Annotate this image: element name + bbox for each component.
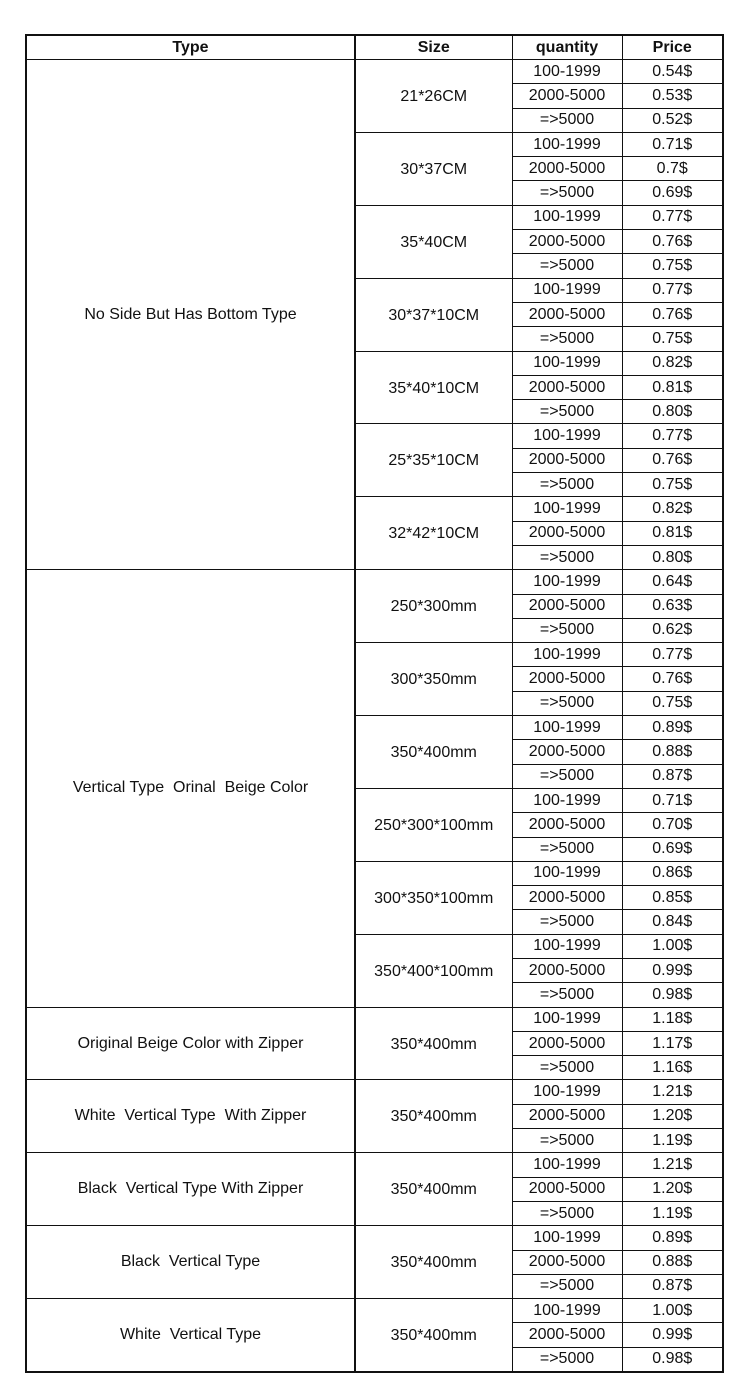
price-cell: 1.16$: [622, 1056, 723, 1080]
quantity-cell: =>5000: [512, 1129, 622, 1153]
table-row: [26, 1153, 723, 1177]
quantity-cell: 2000-5000: [512, 594, 622, 618]
quantity-cell: 100-1999: [512, 278, 622, 302]
price-cell: 1.20$: [622, 1104, 723, 1128]
price-cell: 0.62$: [622, 618, 723, 642]
quantity-cell: =>5000: [512, 1347, 622, 1372]
price-cell: 0.82$: [622, 351, 723, 375]
price-cell: 0.87$: [622, 764, 723, 788]
quantity-cell: 100-1999: [512, 1226, 622, 1250]
price-cell: 0.75$: [622, 327, 723, 351]
price-cell: 0.76$: [622, 230, 723, 254]
size-cell: 21*26CM: [355, 60, 512, 133]
table-row: [26, 1007, 723, 1031]
size-cell: 350*400mm: [355, 1153, 512, 1226]
quantity-cell: =>5000: [512, 473, 622, 497]
quantity-cell: 2000-5000: [512, 886, 622, 910]
type-cell: Vertical Type Orinal Beige Color: [26, 570, 355, 1007]
quantity-cell: 100-1999: [512, 351, 622, 375]
size-cell: 250*300*100mm: [355, 788, 512, 861]
price-cell: 0.76$: [622, 448, 723, 472]
price-cell: 0.98$: [622, 983, 723, 1007]
table-body: [26, 60, 723, 1373]
quantity-cell: 2000-5000: [512, 813, 622, 837]
quantity-cell: =>5000: [512, 691, 622, 715]
size-cell: 350*400mm: [355, 1226, 512, 1299]
price-cell: 0.76$: [622, 667, 723, 691]
table-row: [26, 1080, 723, 1104]
table-row: [26, 60, 723, 84]
quantity-cell: 2000-5000: [512, 667, 622, 691]
size-cell: 300*350*100mm: [355, 861, 512, 934]
quantity-cell: 100-1999: [512, 1007, 622, 1031]
price-cell: 0.69$: [622, 181, 723, 205]
price-cell: 0.71$: [622, 788, 723, 812]
type-cell: White Vertical Type: [26, 1299, 355, 1372]
quantity-cell: =>5000: [512, 764, 622, 788]
quantity-cell: 2000-5000: [512, 448, 622, 472]
quantity-cell: 2000-5000: [512, 375, 622, 399]
price-cell: 0.63$: [622, 594, 723, 618]
quantity-cell: 100-1999: [512, 132, 622, 156]
size-cell: 30*37*10CM: [355, 278, 512, 351]
quantity-cell: 2000-5000: [512, 157, 622, 181]
price-cell: 1.18$: [622, 1007, 723, 1031]
type-cell: Black Vertical Type With Zipper: [26, 1153, 355, 1226]
price-cell: 0.99$: [622, 1323, 723, 1347]
quantity-cell: 100-1999: [512, 570, 622, 594]
quantity-cell: 2000-5000: [512, 84, 622, 108]
quantity-cell: 100-1999: [512, 497, 622, 521]
price-cell: 0.81$: [622, 521, 723, 545]
quantity-cell: =>5000: [512, 618, 622, 642]
size-cell: 35*40CM: [355, 205, 512, 278]
price-cell: 1.00$: [622, 1299, 723, 1323]
size-cell: 250*300mm: [355, 570, 512, 643]
quantity-cell: 100-1999: [512, 1299, 622, 1323]
price-cell: 0.77$: [622, 278, 723, 302]
quantity-cell: 2000-5000: [512, 521, 622, 545]
header-row: [26, 35, 723, 60]
size-cell: 350*400*100mm: [355, 934, 512, 1007]
size-cell: 350*400mm: [355, 1299, 512, 1372]
quantity-cell: 100-1999: [512, 934, 622, 958]
quantity-cell: 2000-5000: [512, 740, 622, 764]
quantity-cell: 2000-5000: [512, 1031, 622, 1055]
quantity-cell: =>5000: [512, 181, 622, 205]
table-row: [26, 570, 723, 594]
quantity-cell: =>5000: [512, 254, 622, 278]
price-cell: 0.85$: [622, 886, 723, 910]
quantity-cell: 2000-5000: [512, 302, 622, 326]
type-cell: Black Vertical Type: [26, 1226, 355, 1299]
price-cell: 1.19$: [622, 1201, 723, 1225]
quantity-cell: 2000-5000: [512, 958, 622, 982]
price-cell: 0.53$: [622, 84, 723, 108]
price-cell: 0.76$: [622, 302, 723, 326]
size-cell: 350*400mm: [355, 1007, 512, 1080]
quantity-cell: =>5000: [512, 108, 622, 132]
price-cell: 0.64$: [622, 570, 723, 594]
price-cell: 0.71$: [622, 132, 723, 156]
price-cell: 0.81$: [622, 375, 723, 399]
price-cell: 0.82$: [622, 497, 723, 521]
price-cell: 0.89$: [622, 716, 723, 740]
header-price: Price: [622, 35, 723, 60]
quantity-cell: =>5000: [512, 1201, 622, 1225]
quantity-cell: 100-1999: [512, 60, 622, 84]
price-cell: 0.98$: [622, 1347, 723, 1372]
price-cell: 0.52$: [622, 108, 723, 132]
price-cell: 0.99$: [622, 958, 723, 982]
table-header: [26, 35, 723, 60]
quantity-cell: 100-1999: [512, 861, 622, 885]
price-cell: 0.75$: [622, 473, 723, 497]
quantity-cell: 100-1999: [512, 1080, 622, 1104]
size-cell: 350*400mm: [355, 1080, 512, 1153]
quantity-cell: =>5000: [512, 837, 622, 861]
price-cell: 0.86$: [622, 861, 723, 885]
price-cell: 1.21$: [622, 1080, 723, 1104]
price-cell: 0.77$: [622, 643, 723, 667]
price-cell: 0.77$: [622, 205, 723, 229]
size-cell: 350*400mm: [355, 716, 512, 789]
quantity-cell: 2000-5000: [512, 1323, 622, 1347]
price-cell: 0.80$: [622, 400, 723, 424]
quantity-cell: 2000-5000: [512, 230, 622, 254]
size-cell: 35*40*10CM: [355, 351, 512, 424]
header-type: Type: [26, 35, 355, 60]
price-cell: 0.88$: [622, 1250, 723, 1274]
price-cell: 0.54$: [622, 60, 723, 84]
quantity-cell: 2000-5000: [512, 1104, 622, 1128]
quantity-cell: 100-1999: [512, 643, 622, 667]
price-cell: 1.21$: [622, 1153, 723, 1177]
table-row: [26, 1299, 723, 1323]
type-cell: No Side But Has Bottom Type: [26, 60, 355, 570]
price-cell: 0.80$: [622, 545, 723, 569]
size-cell: 25*35*10CM: [355, 424, 512, 497]
price-cell: 0.70$: [622, 813, 723, 837]
price-cell: 0.69$: [622, 837, 723, 861]
price-cell: 1.17$: [622, 1031, 723, 1055]
quantity-cell: 2000-5000: [512, 1177, 622, 1201]
header-size: Size: [355, 35, 512, 60]
quantity-cell: =>5000: [512, 1274, 622, 1298]
price-cell: 0.75$: [622, 254, 723, 278]
price-cell: 0.88$: [622, 740, 723, 764]
quantity-cell: =>5000: [512, 545, 622, 569]
quantity-cell: =>5000: [512, 910, 622, 934]
price-cell: 0.84$: [622, 910, 723, 934]
price-cell: 1.19$: [622, 1129, 723, 1153]
header-quantity: quantity: [512, 35, 622, 60]
quantity-cell: 100-1999: [512, 716, 622, 740]
table-row: [26, 1226, 723, 1250]
quantity-cell: 100-1999: [512, 788, 622, 812]
type-cell: White Vertical Type With Zipper: [26, 1080, 355, 1153]
quantity-cell: 100-1999: [512, 205, 622, 229]
quantity-cell: =>5000: [512, 1056, 622, 1080]
price-cell: 1.20$: [622, 1177, 723, 1201]
price-cell: 0.77$: [622, 424, 723, 448]
price-cell: 0.87$: [622, 1274, 723, 1298]
size-cell: 30*37CM: [355, 132, 512, 205]
price-cell: 0.89$: [622, 1226, 723, 1250]
price-table: [25, 34, 724, 1373]
quantity-cell: =>5000: [512, 400, 622, 424]
quantity-cell: 100-1999: [512, 1153, 622, 1177]
price-cell: 0.75$: [622, 691, 723, 715]
quantity-cell: =>5000: [512, 327, 622, 351]
quantity-cell: 100-1999: [512, 424, 622, 448]
quantity-cell: 2000-5000: [512, 1250, 622, 1274]
price-cell: 0.7$: [622, 157, 723, 181]
quantity-cell: =>5000: [512, 983, 622, 1007]
price-cell: 1.00$: [622, 934, 723, 958]
size-cell: 300*350mm: [355, 643, 512, 716]
type-cell: Original Beige Color with Zipper: [26, 1007, 355, 1080]
size-cell: 32*42*10CM: [355, 497, 512, 570]
